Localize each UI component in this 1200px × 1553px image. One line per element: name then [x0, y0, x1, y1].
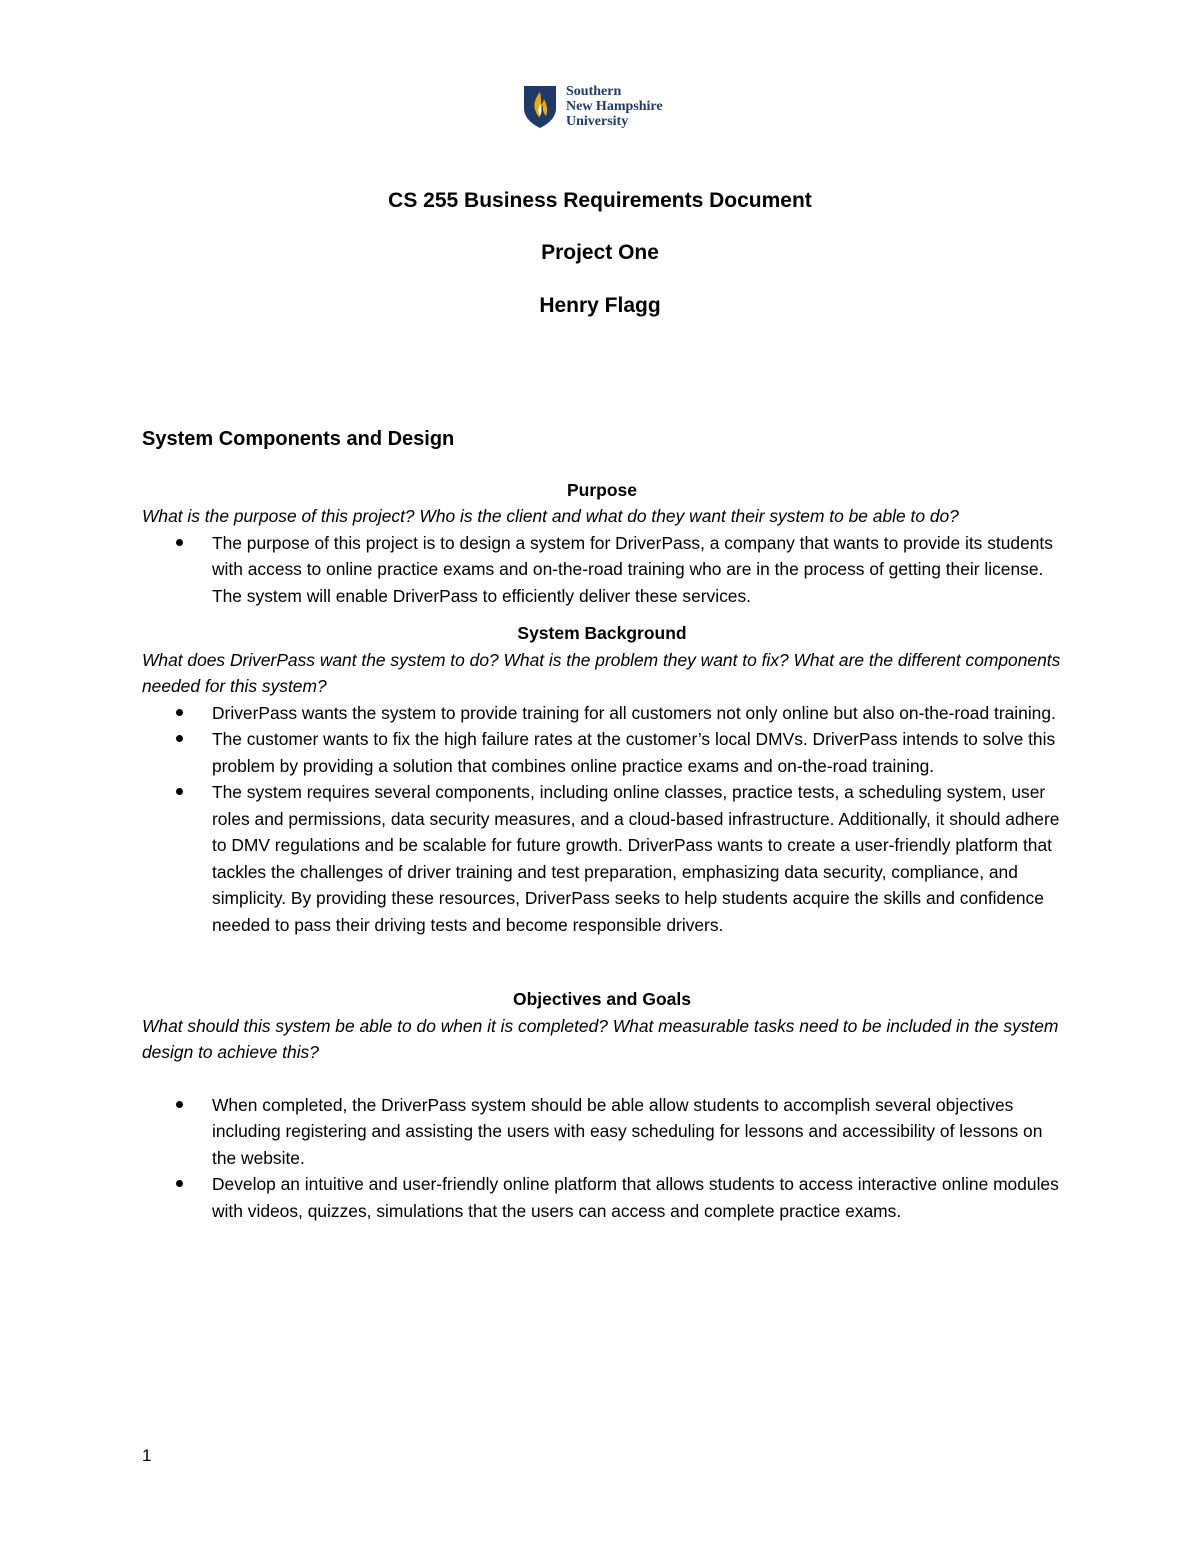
page-number: 1: [142, 1446, 152, 1465]
purpose-heading: Purpose: [566, 479, 638, 500]
purpose-list: [142, 530, 1062, 610]
university-logo: [522, 84, 692, 134]
logo-line-1: Southern: [566, 84, 622, 99]
project-title: Project One: [541, 241, 659, 264]
logo-line-2: New Hampshire: [566, 99, 663, 114]
objectives-list: [142, 1092, 1062, 1225]
document-title: CS 255 Business Requirements Document: [388, 189, 812, 212]
list-item: The purpose of this project is to design a system for DriverPass, a company that wants to provide its students with access to online practice exams and on-the-road training who are in the process of getting their license. The system will enable DriverPass to efficiently deliver these services.: [212, 530, 1062, 610]
background-list: [142, 700, 1062, 939]
background-heading: System Background: [517, 623, 687, 643]
logo-line-3: University: [566, 114, 629, 129]
purpose-question: What is the purpose of this project? Who is the client and what do they want their system to be able to do?: [142, 506, 959, 526]
document-body: [142, 426, 1062, 1224]
objectives-heading: Objectives and Goals: [513, 989, 691, 1009]
logo-wordmark: [566, 84, 663, 129]
list-item: Develop an intuitive and user-friendly online platform that allows students to access interactive online modules with videos, quizzes, simulations that the users can access and complete practice exams.: [212, 1171, 1062, 1224]
list-item: The customer wants to fix the high failure rates at the customer’s local DMVs. DriverPass intends to solve this problem by providing a solution that combines online practice exams and on-the-road training.: [212, 726, 1062, 779]
background-question: What does DriverPass want the system to do? What is the problem they want to fix? What are the different components needed for this system?: [142, 649, 1061, 696]
shield-flame-icon: [522, 84, 558, 130]
author-name: Henry Flagg: [539, 294, 661, 317]
list-item: When completed, the DriverPass system should be able allow students to accomplish several objectives including registering and assisting the users with easy scheduling for lessons and accessibility of lessons on the website.: [212, 1092, 1062, 1172]
list-item: The system requires several components, including online classes, practice tests, a scheduling system, user roles and permissions, data security measures, and a cloud-based infrastructure. Additionally, it should adhere to DMV regulations and be scalable for future growth. DriverPass wants to create a user-friendly platform that tackles the challenges of driver training and test preparation, emphasizing data security, compliance, and simplicity. By providing these resources, DriverPass seeks to help students acquire the skills and confidence needed to pass their driving tests and become responsible drivers.: [212, 779, 1062, 938]
list-item: DriverPass wants the system to provide training for all customers not only online but also on-the-road training.: [212, 700, 1062, 727]
section-heading: System Components and Design: [142, 428, 455, 450]
objectives-question: What should this system be able to do when it is completed? What measurable tasks need to be included in the system design to achieve this?: [142, 1015, 1059, 1062]
